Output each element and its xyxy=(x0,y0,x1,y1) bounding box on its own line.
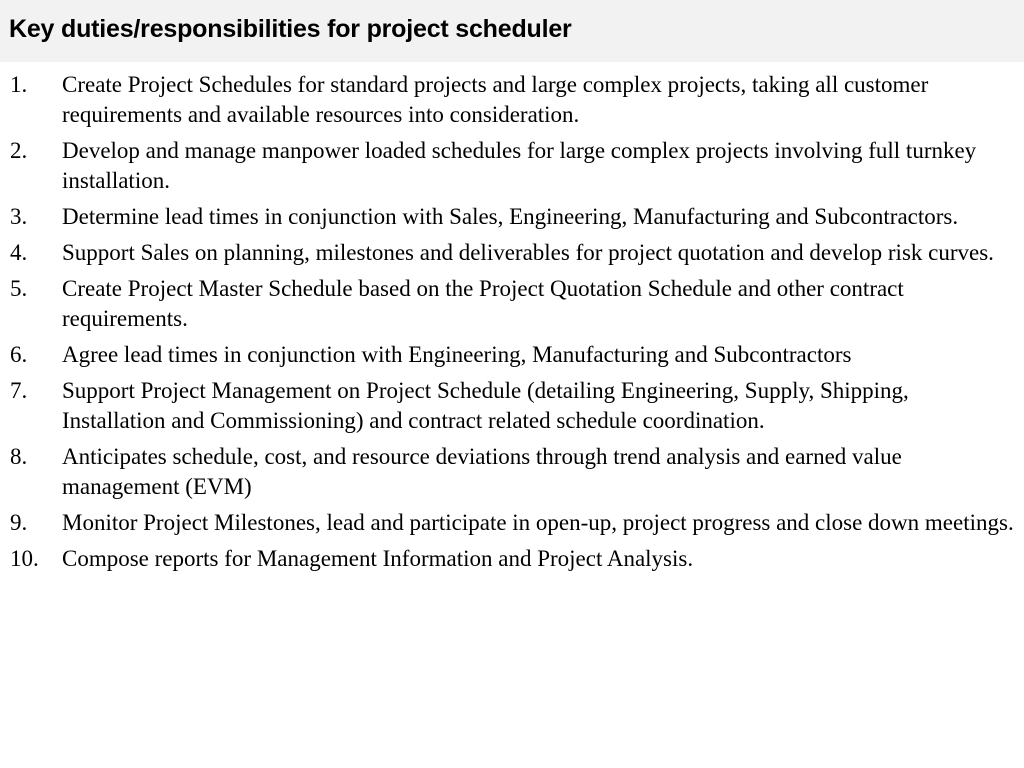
list-item xyxy=(0,442,1024,502)
list-item xyxy=(0,136,1024,196)
list-item xyxy=(0,202,1024,232)
item-text: Anticipates schedule, cost, and resource deviations through trend analysis and earned value management (EVM) xyxy=(62,444,902,499)
item-number: 3. xyxy=(10,204,28,229)
item-number: 7. xyxy=(10,378,28,403)
list-item xyxy=(0,544,1024,574)
list-item xyxy=(0,340,1024,370)
title-bar xyxy=(0,0,1024,62)
item-number: 5. xyxy=(10,276,28,301)
item-text: Develop and manage manpower loaded schedules for large complex projects involving full turnkey installation. xyxy=(62,138,977,193)
list-item xyxy=(0,508,1024,538)
item-number: 10. xyxy=(10,546,39,571)
slide-title: Key duties/responsibilities for project scheduler xyxy=(9,15,572,43)
item-number: 8. xyxy=(10,444,28,469)
item-number: 9. xyxy=(10,510,28,535)
item-text: Determine lead times in conjunction with Sales, Engineering, Manufacturing and Subcontractors. xyxy=(62,204,959,229)
duties-list xyxy=(0,70,1024,580)
item-text: Compose reports for Management Information and Project Analysis. xyxy=(62,546,694,571)
list-item xyxy=(0,376,1024,436)
item-text: Monitor Project Milestones, lead and participate in open-up, project progress and close down meetings. xyxy=(62,510,1014,535)
item-text: Agree lead times in conjunction with Engineering, Manufacturing and Subcontractors xyxy=(62,342,852,367)
list-item xyxy=(0,274,1024,334)
list-item xyxy=(0,238,1024,268)
item-number: 2. xyxy=(10,138,28,163)
item-number: 4. xyxy=(10,240,28,265)
item-text: Create Project Schedules for standard projects and large complex projects, taking all customer requirements and available resources into consideration. xyxy=(62,72,929,127)
item-text: Support Sales on planning, milestones and deliverables for project quotation and develop risk curves. xyxy=(62,240,994,265)
item-text: Support Project Management on Project Schedule (detailing Engineering, Supply, Shipping, Installation and Commissioning) and contract related schedule coordination. xyxy=(62,378,909,433)
item-text: Create Project Master Schedule based on the Project Quotation Schedule and other contract requirements. xyxy=(62,276,904,331)
list-item xyxy=(0,70,1024,130)
item-number: 6. xyxy=(10,342,28,367)
item-number: 1. xyxy=(10,72,28,97)
